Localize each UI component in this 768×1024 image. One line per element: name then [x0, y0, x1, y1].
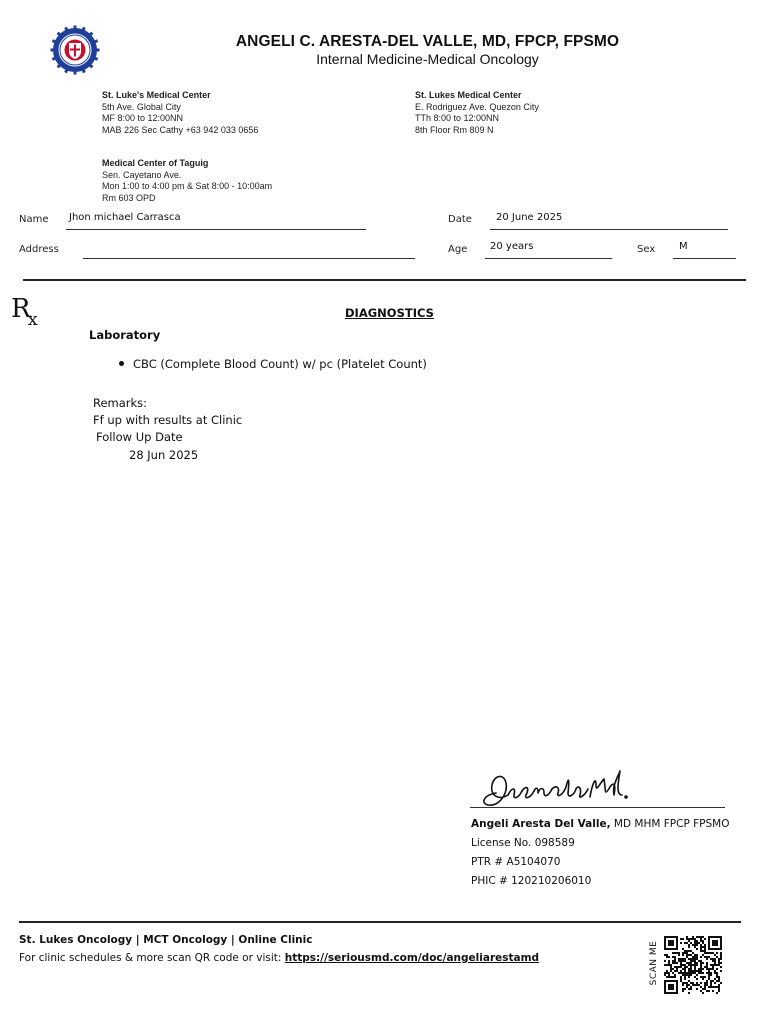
clinic-name: Medical Center of Taguig	[102, 158, 209, 168]
laboratory-heading: Laboratory	[89, 328, 161, 342]
followup-date: 28 Jun 2025	[129, 448, 199, 462]
rx-symbol-icon: $R_x$	[11, 294, 38, 330]
bullet-icon	[119, 361, 124, 366]
clinic-address: E. Rodriguez Ave. Quezon City	[415, 101, 539, 112]
clinic-room: Rm 603 OPD	[102, 192, 156, 203]
remarks-label: Remarks:	[93, 396, 148, 410]
clinic-room-contact: MAB 226 Sec Cathy +63 942 033 0656	[102, 124, 259, 135]
phic-number: PHIC # 120210206010	[471, 875, 592, 887]
scan-me-label: SCAN ME	[649, 940, 659, 986]
address-underline	[83, 258, 415, 259]
clinic-room: 8th Floor Rm 809 N	[415, 124, 494, 135]
footer-text: For clinic schedules & more scan QR code or visit:	[19, 952, 285, 964]
clinic-block-st-lukes-global	[102, 90, 258, 136]
lab-test-item	[119, 356, 427, 374]
address-label: Address	[19, 244, 59, 255]
clinic-address: Sen. Cayetano Ave.	[102, 169, 182, 180]
clinic-name: St. Luke's Medical Center	[102, 90, 211, 100]
footer-divider	[19, 921, 741, 923]
clinic-schedule: MF 8:00 to 12:00NN	[102, 113, 184, 123]
name-label: Name	[19, 214, 49, 225]
footer-visit-text	[19, 952, 539, 964]
clinic-schedule: Mon 1:00 to 4:00 pm & Sat 8:00 - 10:00am	[102, 181, 273, 191]
physician-credentials	[471, 815, 729, 891]
ptr-number: PTR # A5104070	[471, 856, 561, 868]
clinic-name: St. Lukes Medical Center	[415, 90, 522, 100]
followup-label: Follow Up Date	[96, 430, 183, 444]
clinic-address: 5th Ave. Global City	[102, 101, 181, 112]
patient-name-value: Jhon michael Carrasca	[69, 212, 181, 223]
doctor-specialty: Internal Medicine-Medical Oncology	[316, 51, 539, 67]
lab-test-label: CBC (Complete Blood Count) w/ pc (Platelet Count)	[133, 357, 427, 371]
age-value: 20 years	[490, 241, 534, 252]
doctor-name-heading: ANGELI C. ARESTA-DEL VALLE, MD, FPCP, FPSMO	[235, 33, 620, 50]
clinic-block-taguig	[102, 158, 272, 204]
hospital-seal-logo	[50, 25, 100, 75]
signature-line	[470, 807, 725, 808]
handwritten-signature	[478, 765, 638, 810]
physician-name: Angeli Aresta Del Valle,	[471, 818, 611, 830]
clinic-block-st-lukes-qc	[415, 90, 539, 136]
age-label: Age	[448, 244, 468, 255]
license-number: License No. 098589	[471, 837, 575, 849]
diagnostics-title: DIAGNOSTICS	[345, 306, 434, 320]
date-value: 20 June 2025	[496, 212, 563, 223]
date-underline	[490, 229, 728, 230]
physician-credentials-suffix: MD MHM FPCP FPSMO	[610, 818, 730, 830]
remarks-text: Ff up with results at Clinic	[93, 413, 243, 427]
footer-url-link[interactable]: https://seriousmd.com/doc/angeliarestamd	[284, 952, 540, 964]
footer-title: St. Lukes Oncology | MCT Oncology | Online Clinic	[19, 934, 313, 946]
header-divider	[23, 279, 746, 281]
name-underline	[66, 229, 366, 230]
sex-value: M	[679, 241, 688, 252]
sex-underline	[673, 258, 736, 259]
sex-label: Sex	[637, 244, 656, 255]
qr-code[interactable]	[664, 936, 722, 994]
clinic-schedule: TTh 8:00 to 12:00NN	[415, 113, 500, 123]
age-underline	[485, 258, 612, 259]
date-label: Date	[448, 214, 472, 225]
